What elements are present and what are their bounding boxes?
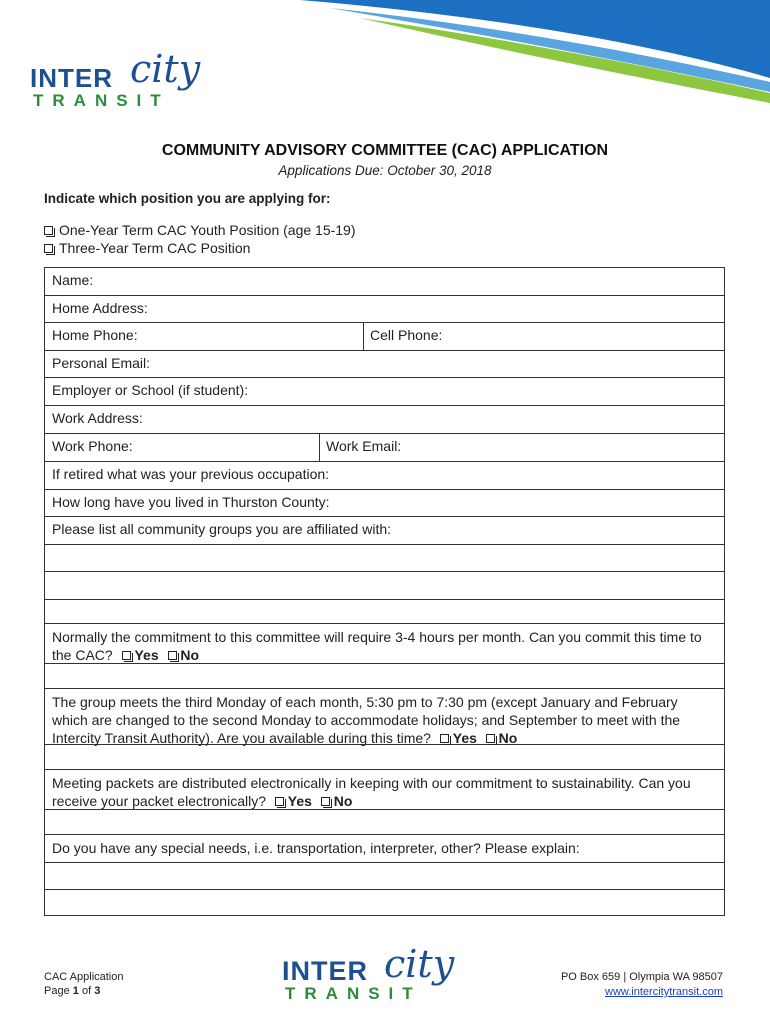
blank-line[interactable] — [45, 545, 724, 572]
work-address-field[interactable] — [45, 406, 724, 434]
previous-occupation-field[interactable] — [45, 462, 724, 490]
page-total: 3 — [94, 985, 101, 997]
logo-inter-text: INTER — [282, 956, 368, 986]
logo-transit-text: TRANSIT — [33, 91, 170, 110]
checkbox-icon[interactable] — [440, 734, 449, 743]
blank-line[interactable] — [45, 664, 724, 689]
mailing-address: PO Box 659 | Olympia WA 98507 — [560, 971, 723, 983]
logo-inter-text: INTER — [30, 63, 113, 93]
no-label: No — [498, 730, 518, 746]
personal-email-field[interactable] — [45, 351, 724, 378]
page-number: 1 — [72, 985, 79, 997]
page-footer-left — [44, 970, 124, 998]
community-groups-label: Please list all community groups you are affiliated with: — [52, 521, 392, 537]
previous-occupation-label: If retired what was your previous occupation: — [52, 466, 330, 482]
commitment-question — [45, 624, 724, 664]
no-label: No — [333, 793, 353, 809]
position-instruction: Indicate which position you are applying for: — [44, 191, 331, 206]
page-footer-right — [561, 970, 723, 1000]
personal-email-label: Personal Email: — [52, 355, 151, 371]
yes-label: Yes — [287, 793, 312, 809]
blank-line[interactable] — [45, 863, 724, 890]
checkbox-icon[interactable] — [486, 734, 495, 743]
blank-line[interactable] — [45, 572, 724, 600]
home-address-field[interactable] — [45, 296, 724, 323]
blank-line[interactable] — [45, 810, 724, 835]
packets-question — [45, 770, 724, 810]
blank-line[interactable] — [45, 890, 724, 915]
checkbox-icon[interactable] — [122, 651, 131, 660]
option-three-year-position[interactable] — [44, 240, 250, 256]
checkbox-icon[interactable] — [321, 797, 330, 806]
home-address-label: Home Address: — [52, 300, 148, 316]
cell-phone-label[interactable]: Cell Phone: — [370, 327, 443, 343]
no-label: No — [180, 647, 200, 663]
logo-transit-text: TRANSIT — [285, 984, 422, 1003]
due-date: Applications Due: October 30, 2018 — [278, 163, 492, 178]
special-needs-question[interactable] — [45, 835, 724, 863]
community-groups-field[interactable] — [45, 517, 724, 545]
checkbox-icon[interactable] — [44, 244, 53, 253]
work-address-label: Work Address: — [52, 410, 143, 426]
phone-row — [45, 323, 724, 351]
packets-question-text: Meeting packets are distributed electronically in keeping with our commitment to sustainability. Can you receive your packet electronically? — [52, 775, 691, 809]
yes-label: Yes — [134, 647, 159, 663]
availability-question-text: The group meets the third Monday of each month, 5:30 pm to 7:30 pm (except January and February which are changed to the second Monday to accommodate holidays; and September to meet with the Intercity Transit Authority). Are you available during this time? — [52, 694, 681, 746]
employer-field[interactable] — [45, 378, 724, 406]
name-label: Name: — [52, 272, 94, 288]
option-label: Three-Year Term CAC Position — [59, 240, 251, 256]
name-field[interactable] — [45, 268, 724, 296]
logo-city-text: city — [130, 47, 201, 91]
checkbox-icon[interactable] — [168, 651, 177, 660]
application-form-table — [44, 267, 725, 916]
yes-label: Yes — [452, 730, 477, 746]
website-link[interactable]: www.intercitytransit.com — [605, 986, 723, 998]
blank-line[interactable] — [45, 600, 724, 624]
option-label: One-Year Term CAC Youth Position (age 15-19) — [59, 222, 356, 238]
of-word: of — [81, 985, 92, 997]
availability-question — [45, 689, 724, 745]
option-youth-position[interactable] — [44, 222, 356, 238]
page-indicator — [44, 984, 124, 998]
blank-line[interactable] — [45, 745, 724, 770]
intercity-transit-logo — [30, 47, 220, 115]
page-word: Page — [44, 985, 70, 997]
residency-duration-label: How long have you lived in Thurston County: — [52, 494, 330, 510]
employer-label: Employer or School (if student): — [52, 382, 249, 398]
work-phone-label[interactable]: Work Phone: — [52, 438, 133, 454]
work-email-label[interactable]: Work Email: — [326, 438, 402, 454]
special-needs-text: Do you have any special needs, i.e. transportation, interpreter, other? Please explain: — [52, 840, 580, 856]
footer-doc-name: CAC Application — [44, 971, 124, 983]
checkbox-icon[interactable] — [275, 797, 284, 806]
logo-city-text: city — [384, 942, 455, 986]
residency-duration-field[interactable] — [45, 490, 724, 517]
document-title: COMMUNITY ADVISORY COMMITTEE (CAC) APPLICATION — [161, 142, 609, 159]
home-phone-label[interactable]: Home Phone: — [52, 327, 138, 343]
commitment-question-text: Normally the commitment to this committee will require 3-4 hours per month. Can you commit this time to the CAC? — [52, 629, 702, 663]
footer-intercity-transit-logo — [282, 942, 477, 1005]
work-contact-row — [45, 434, 724, 462]
checkbox-icon[interactable] — [44, 226, 53, 235]
